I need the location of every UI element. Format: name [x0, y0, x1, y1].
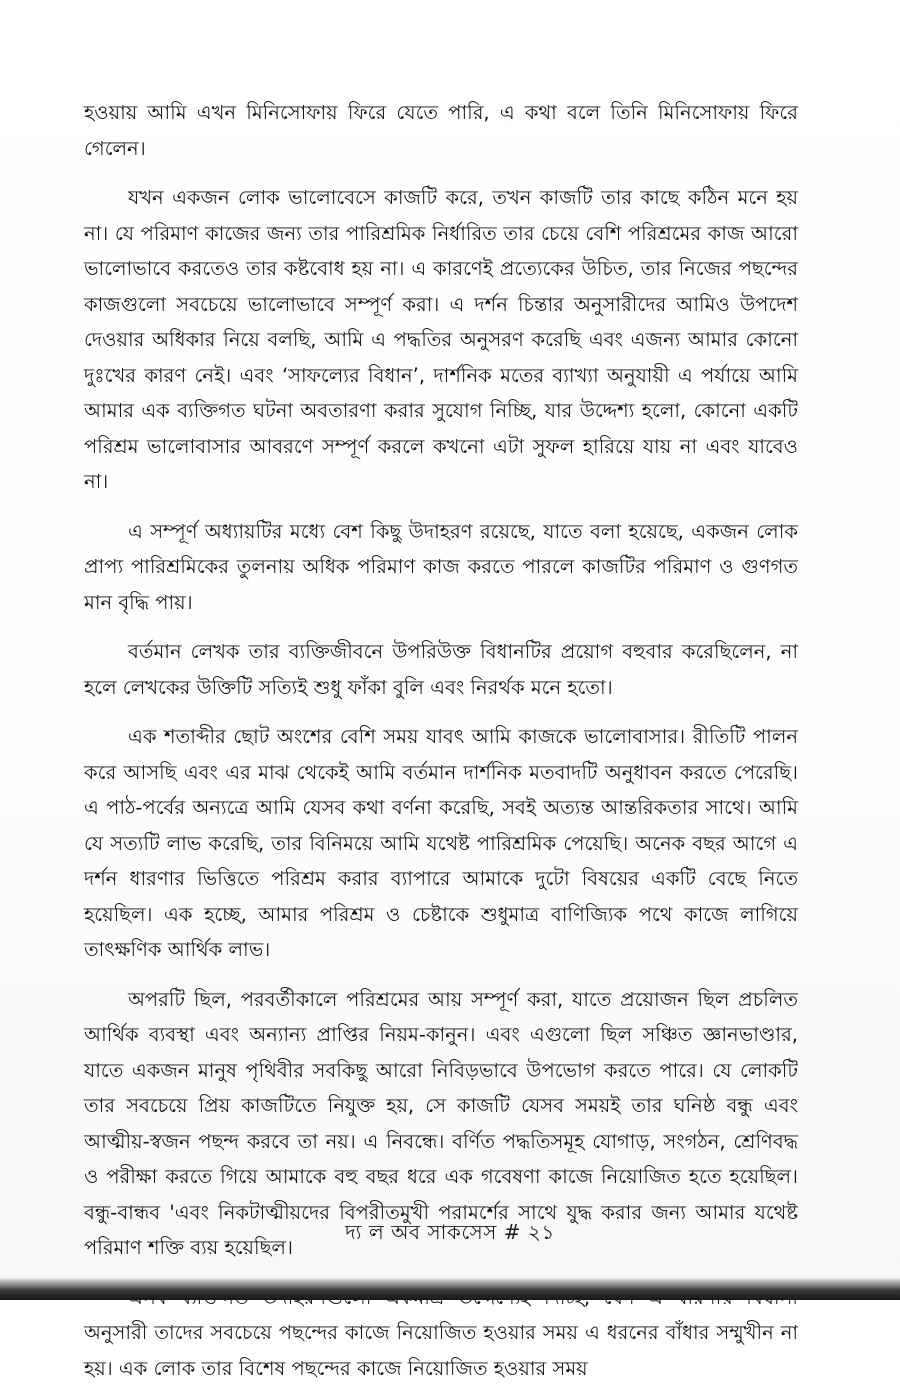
paragraph-1: হওয়ায় আমি এখন মিনিসোফায় ফিরে যেতে পারি, এ কথা বলে তিনি মিনিসোফায় ফিরে গেলেন।	[84, 101, 798, 160]
body-text	[84, 95, 798, 1400]
paragraph-2: যখন একজন লোক ভালোবেসে কাজটি করে, তখন কাজটি তার কাছে কঠিন মনে হয় না। যে পরিমাণ কাজের জন্য তার পারিশ্রমিক নির্ধারিত তার চেয়ে বেশি পরিশ্রমের কাজ আরো ভালোভাবে করতেও তার কষ্টবোধ হয় না। এ কারণেই প্রত্যেকের উচিত, তার নিজের পছন্দের কাজগুলো সবচেয়ে ভালোভাবে সম্পূর্ণ করা। এ দর্শন চিন্তার অনুসারীদের আমিও উপদেশ দেওয়ার অধিকার নিয়ে বলছি, আমি এ পদ্ধতির অনুসরণ করেছি এবং এজন্য আমার কোনো দুঃখের কারণ নেই। এবং ‘সাফল্যের বিধান’, দার্শনিক মতের ব্যাখ্যা অনুযায়ী এ পর্যায়ে আমি আমার এক ব্যক্তিগত ঘটনা অবতারণা করার সুযোগ নিচ্ছি, যার উদ্দেশ্য হলো, কোনো একটি পরিশ্রম ভালোবাসার আবরণে সম্পূর্ণ করলে কখনো এটা সুফল হারিয়ে যায় না এবং যাবেও না।	[84, 186, 798, 493]
paragraph-3: এ সম্পূর্ণ অধ্যায়টির মধ্যে বেশ কিছু উদাহরণ রয়েছে, যাতে বলা হয়েছে, একজন লোক প্রাপ্য পারিশ্রমিকের তুলনায় অধিক পরিমাণ কাজ করতে পারলে কাজটির পরিমাণ ও গুণগত মান বৃদ্ধি পায়।	[84, 519, 798, 614]
page-bottom-edge	[0, 1278, 900, 1300]
paragraph-4: বর্তমান লেখক তার ব্যক্তিজীবনে উপরিউক্ত বিধানটির প্রয়োগ বহুবার করেছিলেন, না হলে লেখকের উক্তিটি সত্যিই শুধু ফাঁকা বুলি এবং নিরর্থক মনে হতো।	[84, 640, 798, 699]
page-footer: দ্য ল অব সাকসেস # ২১	[345, 1220, 555, 1244]
paragraph-7: অনুসারী তাদের সবচেয়ে পছন্দের কাজে নিয়োজিত হওয়ার সময় এ ধরনের বাঁধার সম্মুখীন না হয়। এক লোক তার বিশেষ পছন্দের কাজে নিয়োজিত হওয়ার সময়	[84, 1321, 798, 1380]
paragraph-5: এক শতাব্দীর ছোট অংশের বেশি সময় যাবৎ আমি কাজকে ভালোবাসার। রীতিটি পালন করে আসছি এবং এর মাঝ থেকেই আমি বর্তমান দার্শনিক মতবাদটি অনুধাবন করতে পেরেছি। এ পাঠ-পর্বের অন্যত্রে আমি যেসব কথা বর্ণনা করেছি, সবই অত্যন্ত আন্তরিকতার সাথে। আমি যে সত্যটি লাভ করেছি, তার বিনিময়ে আমি যথেষ্ট পারিশ্রমিক পেয়েছি। অনেক বছর আগে এ দর্শন ধারণার ভিত্তিতে পরিশ্রম করার ব্যাপারে আমাকে দুটো বিষয়ের একটি বেছে নিতে হয়েছিল। এক হচ্ছে, আমার পরিশ্রম ও চেষ্টাকে শুধুমাত্র বাণিজ্যিক পথে কাজে লাগিয়ে তাৎক্ষণিক আর্থিক লাভ।	[84, 725, 798, 961]
paragraph-6: অপরটি ছিল, পরবর্তীকালে পরিশ্রমের আয় সম্পূর্ণ করা, যাতে প্রয়োজন ছিল প্রচলিত আর্থিক ব্যবস্থা এবং অন্যান্য প্রাপ্তির নিয়ম-কানুন। এবং এগুলো ছিল সঞ্চিত জ্ঞানভাণ্ডার, যাতে একজন মানুষ পৃথিবীর সবকিছু আরো নিবিড়ভাবে উপভোগ করতে পারে। যে লোকটি তার সবচেয়ে প্রিয় কাজটিতে নিযুক্ত হয়, সে কাজটি যেসব সময়ই তার ঘনিষ্ঠ বন্ধু এবং আত্মীয়-স্বজন পছন্দ করবে তা নয়। এ নিবন্ধে। বর্ণিত পদ্ধতিসমূহ যোগাড়, সংগঠন, শ্রেণিবদ্ধ ও পরীক্ষা করতে গিয়ে আমাকে বহু বছর ধরে এক গবেষণা কাজে নিয়োজিত হতে হয়েছিল। বন্ধু-বান্ধব 'এবং নিকটাত্মীয়দের বিপরীতমুখী পরামর্শের সাথে যুদ্ধ করার জন্য আমার যথেষ্ট পরিমাণ শক্তি ব্যয় হয়েছিল।	[84, 987, 798, 1259]
